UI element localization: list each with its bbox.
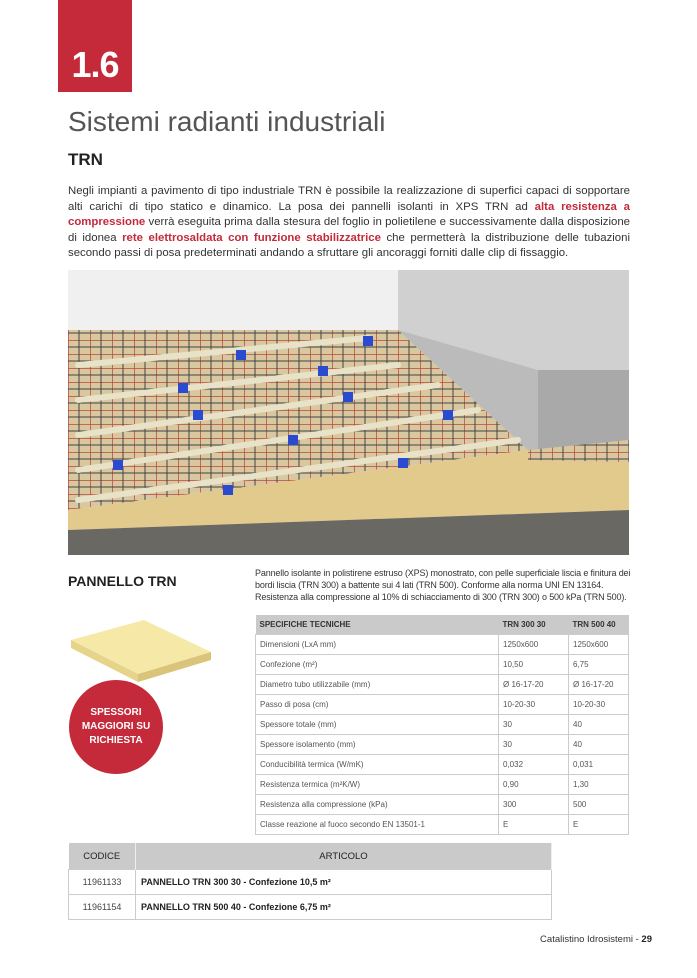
table-row (256, 755, 629, 775)
table-cell: 30 (499, 735, 569, 755)
table-cell: Conducibilità termica (W/mK) (256, 755, 499, 775)
thickness-on-request-badge: SPESSORI MAGGIORI SU RICHIESTA (69, 680, 163, 774)
page-number: 29 (641, 934, 652, 945)
table-row (256, 715, 629, 735)
table-row (256, 675, 629, 695)
table-row (256, 635, 629, 655)
section-number-tab: 1.6 (58, 0, 132, 92)
table-cell: E (499, 815, 569, 835)
table-row (256, 655, 629, 675)
table-cell: Dimensioni (LxA mm) (256, 635, 499, 655)
table-cell: Diametro tubo utilizzabile (mm) (256, 675, 499, 695)
table-cell: 10-20-30 (499, 695, 569, 715)
product-codes-table (68, 843, 552, 920)
table-cell: Resistenza alla compressione (kPa) (256, 795, 499, 815)
product-description: Pannello isolante in polistirene estruso (XPS) monostrato, con pelle superficiale liscia e finitura dei bordi liscia (TRN 300) a battente sui 4 lati (TRN 500). Conforme alla norma UNI EN 13164. Resistenza alla compressione al 10% di schiacciamento di 300 (TRN 300) o 500 kPa (TRN 500). (255, 568, 631, 602)
code-cell: 11961154 (69, 895, 136, 920)
table-cell: Confezione (m²) (256, 655, 499, 675)
column-header: TRN 500 40 (569, 615, 629, 635)
column-header: TRN 300 30 (499, 615, 569, 635)
page-title: Sistemi radianti industriali (68, 106, 386, 137)
article-cell: PANNELLO TRN 300 30 - Confezione 10,5 m² (136, 870, 552, 895)
table-cell: 6,75 (569, 655, 629, 675)
table-cell: 30 (499, 715, 569, 735)
article-cell: PANNELLO TRN 500 40 - Confezione 6,75 m² (136, 895, 552, 920)
table-cell: 1250x600 (499, 635, 569, 655)
floor-installation-image (68, 270, 629, 555)
table-cell: 0,90 (499, 775, 569, 795)
technical-specs-table (255, 615, 629, 835)
table-cell: Spessore totale (mm) (256, 715, 499, 735)
table-row (69, 870, 552, 895)
table-cell: Classe reazione al fuoco secondo EN 13501-1 (256, 815, 499, 835)
table-row (256, 815, 629, 835)
highlight-text: alta resistenza a compressione (68, 200, 630, 228)
page-subtitle: TRN (68, 150, 103, 169)
table-cell: 40 (569, 735, 629, 755)
table-cell: 0,031 (569, 755, 629, 775)
table-cell: Resistenza termica (m²K/W) (256, 775, 499, 795)
insulation-panel-image (66, 612, 216, 692)
table-cell: Passo di posa (cm) (256, 695, 499, 715)
table-cell: 10-20-30 (569, 695, 629, 715)
table-row (256, 695, 629, 715)
column-header: SPECIFICHE TECNICHE (256, 615, 499, 635)
intro-paragraph: Negli impianti a pavimento di tipo industriale TRN è possibile la realizzazione di superfici capaci di sopportare alti carichi di tipo statico e dinamico. La posa dei pannelli isolanti in XPS TRN ad alta resistenza a compressione verrà eseguita prima dalla stesura del foglio in polietilene e successivamente dalla disposizione di idonea rete elettrosaldata con funzione stabilizzatrice che permetterà la distribuzione delle tubazioni secondo passi di posa predeterminati andando a sfruttare gli ancoraggi forniti dalle clip di fissaggio. (68, 185, 630, 259)
table-row (256, 795, 629, 815)
table-cell: 10,50 (499, 655, 569, 675)
table-row (256, 735, 629, 755)
table-cell: E (569, 815, 629, 835)
table-row (256, 775, 629, 795)
table-cell: 1250x600 (569, 635, 629, 655)
code-cell: 11961133 (69, 870, 136, 895)
table-cell: Ø 16-17-20 (499, 675, 569, 695)
table-row (69, 895, 552, 920)
product-title: PANNELLO TRN (68, 573, 177, 589)
page-footer: Catalistino Idrosistemi - 29 (540, 934, 652, 945)
table-cell: 500 (569, 795, 629, 815)
table-cell: 40 (569, 715, 629, 735)
column-header: CODICE (69, 843, 136, 870)
highlight-text: rete elettrosaldata con funzione stabilizzatrice (122, 231, 381, 244)
table-cell: Spessore isolamento (mm) (256, 735, 499, 755)
table-cell: 300 (499, 795, 569, 815)
table-cell: 0,032 (499, 755, 569, 775)
column-header: ARTICOLO (136, 843, 552, 870)
table-cell: Ø 16-17-20 (569, 675, 629, 695)
table-cell: 1,30 (569, 775, 629, 795)
